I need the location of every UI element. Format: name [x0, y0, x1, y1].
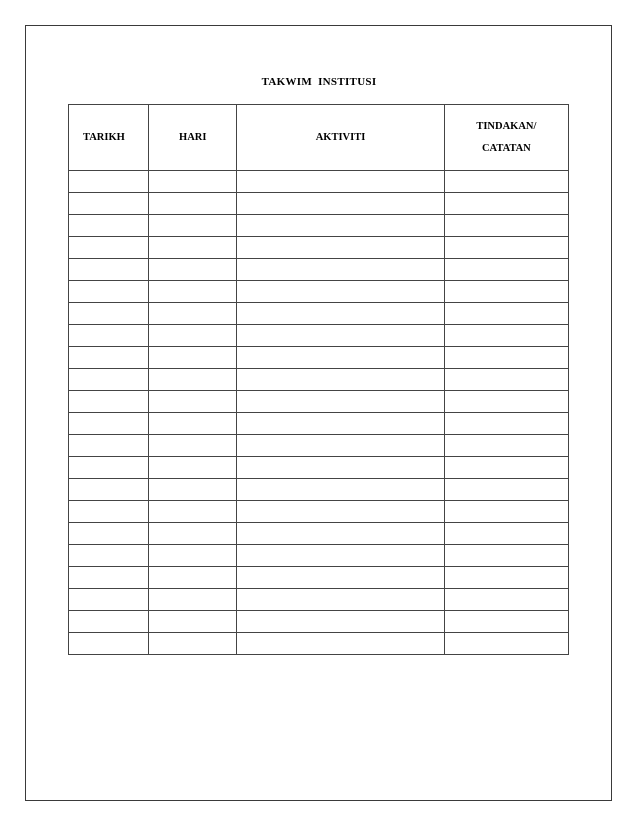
cell-tindakan	[444, 237, 568, 259]
cell-hari	[149, 281, 237, 303]
header-row	[69, 105, 569, 171]
table-row	[69, 611, 569, 633]
cell-tindakan	[444, 303, 568, 325]
table-body	[69, 171, 569, 655]
cell-tindakan	[444, 567, 568, 589]
cell-tindakan	[444, 501, 568, 523]
cell-aktiviti	[237, 611, 444, 633]
cell-aktiviti	[237, 237, 444, 259]
table-row	[69, 171, 569, 193]
cell-tindakan	[444, 171, 568, 193]
cell-aktiviti	[237, 259, 444, 281]
cell-tindakan	[444, 545, 568, 567]
cell-aktiviti	[237, 215, 444, 237]
cell-hari	[149, 611, 237, 633]
table-row	[69, 369, 569, 391]
cell-tindakan	[444, 259, 568, 281]
cell-hari	[149, 347, 237, 369]
cell-hari	[149, 171, 237, 193]
table-row	[69, 413, 569, 435]
cell-hari	[149, 545, 237, 567]
table-row	[69, 391, 569, 413]
cell-tarikh	[69, 369, 149, 391]
cell-aktiviti	[237, 545, 444, 567]
table-header	[69, 105, 569, 171]
cell-tarikh	[69, 545, 149, 567]
cell-aktiviti	[237, 369, 444, 391]
cell-tarikh	[69, 281, 149, 303]
cell-aktiviti	[237, 457, 444, 479]
cell-aktiviti	[237, 523, 444, 545]
cell-tarikh	[69, 325, 149, 347]
cell-tarikh	[69, 457, 149, 479]
table-row	[69, 589, 569, 611]
cell-aktiviti	[237, 303, 444, 325]
table-row	[69, 501, 569, 523]
cell-aktiviti	[237, 567, 444, 589]
cell-hari	[149, 215, 237, 237]
cell-tindakan	[444, 215, 568, 237]
header-aktiviti: AKTIVITI	[237, 105, 444, 171]
cell-hari	[149, 435, 237, 457]
table-row	[69, 633, 569, 655]
table-row	[69, 567, 569, 589]
cell-tindakan	[444, 479, 568, 501]
cell-hari	[149, 413, 237, 435]
table-row	[69, 435, 569, 457]
header-tindakan: TINDAKAN/	[476, 120, 537, 132]
cell-tindakan	[444, 457, 568, 479]
header-tarikh: TARIKH	[69, 105, 149, 171]
cell-tindakan	[444, 523, 568, 545]
table-row	[69, 303, 569, 325]
calendar-table	[68, 104, 569, 655]
cell-aktiviti	[237, 435, 444, 457]
cell-hari	[149, 633, 237, 655]
cell-tarikh	[69, 567, 149, 589]
cell-aktiviti	[237, 589, 444, 611]
cell-tindakan	[444, 391, 568, 413]
cell-aktiviti	[237, 391, 444, 413]
cell-aktiviti	[237, 347, 444, 369]
cell-aktiviti	[237, 193, 444, 215]
cell-tarikh	[69, 237, 149, 259]
cell-tarikh	[69, 347, 149, 369]
table-row	[69, 281, 569, 303]
table-row	[69, 457, 569, 479]
cell-tindakan	[444, 633, 568, 655]
cell-hari	[149, 523, 237, 545]
cell-aktiviti	[237, 281, 444, 303]
table-row	[69, 193, 569, 215]
header-tindakan-catatan	[444, 105, 568, 171]
cell-aktiviti	[237, 171, 444, 193]
table-row	[69, 237, 569, 259]
table-row	[69, 479, 569, 501]
cell-tarikh	[69, 479, 149, 501]
cell-aktiviti	[237, 325, 444, 347]
cell-tindakan	[444, 369, 568, 391]
cell-tarikh	[69, 611, 149, 633]
table-row	[69, 523, 569, 545]
header-catatan: CATATAN	[481, 142, 531, 154]
cell-tarikh	[69, 523, 149, 545]
cell-tarikh	[69, 259, 149, 281]
cell-tarikh	[69, 391, 149, 413]
table-row	[69, 325, 569, 347]
cell-hari	[149, 457, 237, 479]
cell-tarikh	[69, 171, 149, 193]
cell-hari	[149, 303, 237, 325]
cell-hari	[149, 237, 237, 259]
cell-hari	[149, 501, 237, 523]
cell-tarikh	[69, 413, 149, 435]
cell-tarikh	[69, 215, 149, 237]
cell-tarikh	[69, 435, 149, 457]
cell-hari	[149, 589, 237, 611]
table-row	[69, 347, 569, 369]
cell-tarikh	[69, 303, 149, 325]
cell-tarikh	[69, 589, 149, 611]
cell-hari	[149, 369, 237, 391]
cell-hari	[149, 259, 237, 281]
cell-tindakan	[444, 413, 568, 435]
cell-aktiviti	[237, 501, 444, 523]
cell-tindakan	[444, 325, 568, 347]
table-row	[69, 545, 569, 567]
cell-tarikh	[69, 193, 149, 215]
table-row	[69, 259, 569, 281]
cell-hari	[149, 479, 237, 501]
cell-hari	[149, 193, 237, 215]
cell-tindakan	[444, 281, 568, 303]
cell-hari	[149, 391, 237, 413]
cell-tarikh	[69, 633, 149, 655]
document-title: TAKWIM INSTITUSI	[261, 76, 377, 88]
cell-hari	[149, 567, 237, 589]
cell-aktiviti	[237, 479, 444, 501]
cell-aktiviti	[237, 633, 444, 655]
cell-tindakan	[444, 589, 568, 611]
cell-tindakan	[444, 193, 568, 215]
cell-tarikh	[69, 501, 149, 523]
cell-aktiviti	[237, 413, 444, 435]
header-hari: HARI	[149, 105, 237, 171]
cell-hari	[149, 325, 237, 347]
table-row	[69, 215, 569, 237]
cell-tindakan	[444, 611, 568, 633]
cell-tindakan	[444, 435, 568, 457]
cell-tindakan	[444, 347, 568, 369]
